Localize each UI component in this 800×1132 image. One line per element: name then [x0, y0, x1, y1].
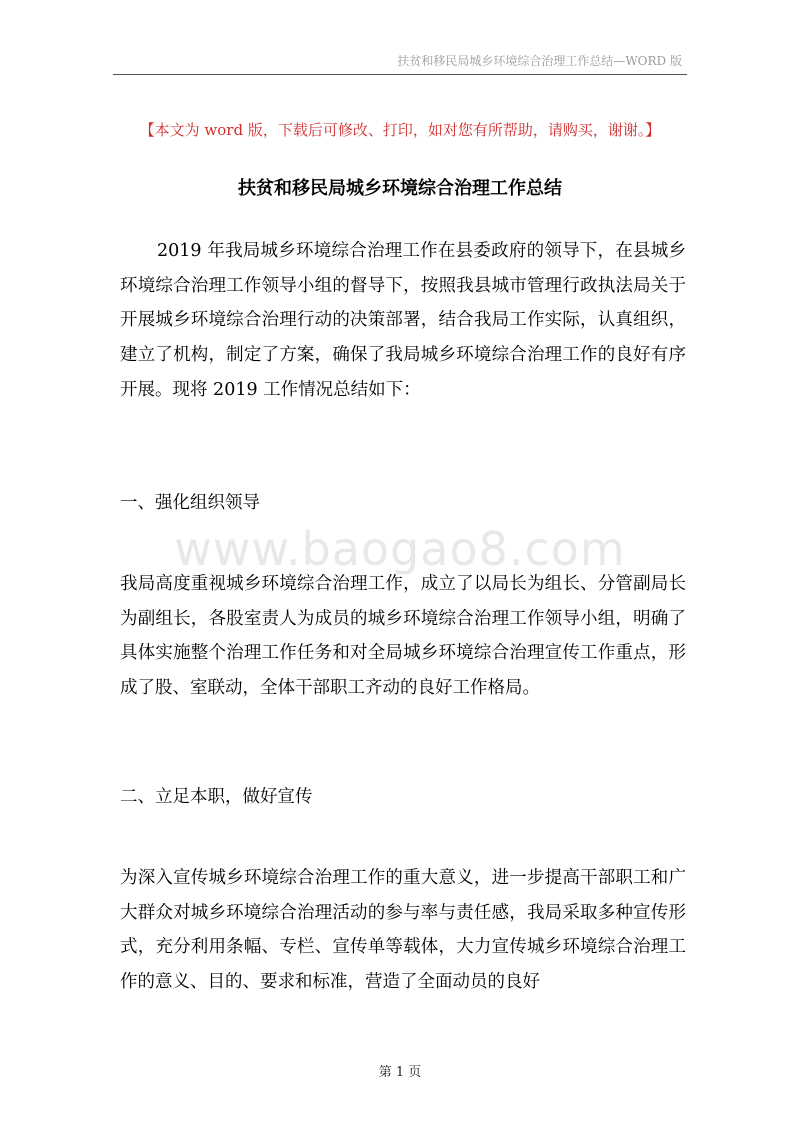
- section-heading-1: 一、强化组织领导: [120, 493, 260, 513]
- purchase-notice: 【本文为 word 版，下载后可修改、打印，如对您有所帮助，请购买，谢谢。】: [139, 121, 661, 139]
- running-header: 扶贫和移民局城乡环境综合治理工作总结—WORD 版: [397, 54, 682, 68]
- header-divider: [113, 74, 687, 75]
- section-heading-2: 二、立足本职，做好宣传: [120, 787, 313, 807]
- page-number: 第 1 页: [378, 1065, 422, 1080]
- section-body-1: 我局高度重视城乡环境综合治理工作，成立了以局长为组长、分管副局长为副组长，各股室责人为成员的城乡环境综合治理工作领导小组，明确了具体实施整个治理工作任务和对全局城乡环境综合治理宣传工作重点，形成了股、室联动，全体干部职工齐动的良好工作格局。: [120, 574, 686, 699]
- document-title: 扶贫和移民局城乡环境综合治理工作总结: [238, 178, 562, 199]
- section-body-2: 为深入宣传城乡环境综合治理工作的重大意义，进一步提高干部职工和广大群众对城乡环境综合治理活动的参与率与责任感，我局采取多种宣传形式，充分利用条幅、专栏、宣传单等载体，大力宣传城乡环境综合治理工作的意义、目的、要求和标准，营造了全面动员的良好: [120, 868, 686, 993]
- intro-paragraph: 2019 年我局城乡环境综合治理工作在县委政府的领导下，在县城乡环境综合治理工作领导小组的督导下，按照我县城市管理行政执法局关于开展城乡环境综合治理行动的决策部署，结合我局工作实际，认真组织，建立了机构，制定了方案，确保了我局城乡环境综合治理工作的良好有序开展。现将 2019 工作情况总结如下：: [120, 241, 686, 400]
- watermark: www.baogao8.com: [174, 522, 626, 576]
